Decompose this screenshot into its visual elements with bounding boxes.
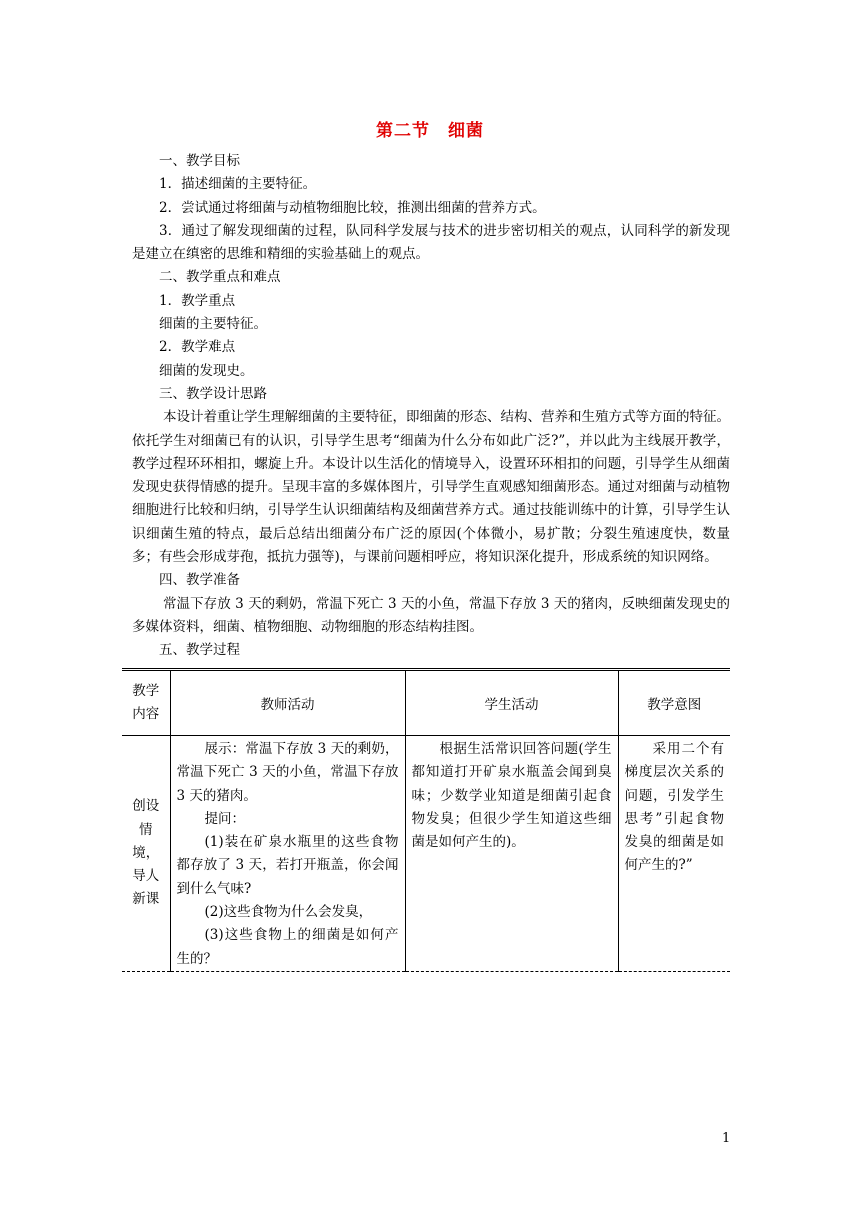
table-header-row <box>122 670 730 736</box>
paragraph: 细菌的主要特征。 <box>159 316 267 333</box>
section-heading: 四、教学准备 <box>159 572 240 589</box>
cell-content: 创设情境，导人新课 <box>132 798 160 908</box>
cell-student: 根据生活常识回答问题(学生都知道打开矿泉水瓶盖会闻到臭味；少数学业知道是细菌引起食物发臭；但很少学生知道这些细菌是如何产生的)。 <box>411 741 612 851</box>
section-heading: 三、教学设计思路 <box>159 385 267 402</box>
section-heading: 二、教学重点和难点 <box>159 269 281 286</box>
paragraph: 本设计着重让学生理解细菌的主要特征，即细菌的形态、结构、营养和生殖方式等方面的特征。依托学生对细菌已有的认识，引导学生思考“细菌为什么分布如此广泛?”，并以此为主线展开教学，教学过程环环相扣，螺旋上升。本设计以生活化的情境导入，设置环环相扣的问题，引导学生从细菌发现史获得情感的提升。呈现丰富的多媒体图片，引导学生直观感知细菌形态。通过对细菌与动植物细胞进行比较和归纳，引导学生认识细菌结构及细菌营养方式。通过技能训练中的计算，引导学生认识细菌生殖的特点，最后总结出细菌分布广泛的原因(个体微小，易扩散；分裂生殖速度快，数量多；有些会形成芽孢，抵抗力强等)，与课前问题相呼应，将知识深化提升，形成系统的知识网络。 <box>132 409 730 566</box>
section-heading: 五、教学过程 <box>159 642 240 659</box>
paragraph: 3．通过了解发现细菌的过程，队同科学发展与技术的进步密切相关的观点，认同科学的新发现是建立在缜密的思维和精细的实验基础上的观点。 <box>132 222 730 263</box>
header-student: 学生活动 <box>405 670 618 736</box>
table-row <box>122 736 730 972</box>
page-title: 第二节 细菌 <box>376 121 484 141</box>
paragraph: 2．尝试通过将细菌与动植物细胞比较，推测出细菌的营养方式。 <box>159 199 546 216</box>
teaching-process-table <box>122 668 730 972</box>
section-heading: 一、教学目标 <box>159 153 240 169</box>
paragraph: 1．教学重点 <box>159 292 236 309</box>
header-content: 教学内容 <box>132 682 160 722</box>
cell-intent: 采用二个有梯度层次关系的问题，引发学生思考”引起食物发臭的细菌是如何产生的?” <box>624 741 724 874</box>
cell-teacher: 展示：常温下存放 3 天的剩奶，常温下死亡 3 天的小鱼，常温下存放 3 天的猪肉。 提问： (1)装在矿泉水瓶里的这些食物都存放了 3 天，若打开瓶盖，你会闻到什么气味? (2)这些食物为什么会发臭， (3)这些食物上的细菌是如何产生的？ <box>176 741 399 967</box>
page-number: 1 <box>722 1131 731 1146</box>
paragraph: 细菌的发现史。 <box>159 362 254 379</box>
header-intent: 教学意图 <box>618 670 730 736</box>
body-text <box>132 150 730 663</box>
paragraph: 1．描述细菌的主要特征。 <box>159 176 317 193</box>
header-teacher: 教师活动 <box>170 670 405 736</box>
paragraph: 2．教学难点 <box>159 339 236 356</box>
paragraph: 常温下存放 3 天的剩奶，常温下死亡 3 天的小鱼，常温下存放 3 天的猪肉，反映细菌发现史的多媒体资料，细菌、植物细胞、动物细胞的形态结构挂图。 <box>132 595 730 635</box>
